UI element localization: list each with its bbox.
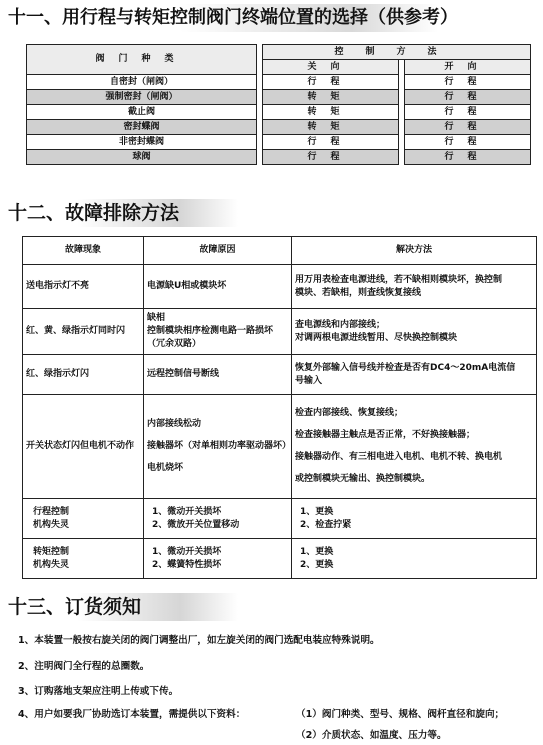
close-method-cell: 转矩 bbox=[263, 120, 399, 135]
symptom-line: 机构失灵 bbox=[33, 519, 70, 530]
line-spacer bbox=[147, 431, 288, 440]
table-row bbox=[23, 499, 537, 539]
close-method-cell: 行程 bbox=[263, 135, 399, 150]
cause-line: 缺相 bbox=[147, 313, 166, 323]
line-spacer bbox=[147, 453, 288, 462]
table-row bbox=[27, 135, 531, 150]
valve-type-cell: 球阀 bbox=[27, 150, 257, 165]
section-title-ordering-notes: 十三、订货须知 bbox=[8, 593, 238, 621]
solution-line: 模块、若缺相，则查线恢复接线 bbox=[295, 287, 422, 298]
solution-line: 检查接触器主触点是否正常，不好换接触器； bbox=[295, 430, 476, 440]
table-row bbox=[23, 265, 537, 309]
cause-line: 控制模块相序检测电路一路损坏 bbox=[147, 326, 274, 336]
solution-line: 号输入 bbox=[295, 375, 323, 386]
solution-cell bbox=[292, 395, 537, 499]
cause-cell bbox=[144, 499, 292, 539]
symptom-cell bbox=[23, 539, 144, 579]
order-note: 4、用户如要我厂协助选订本装置，需提供以下资料： bbox=[18, 709, 246, 720]
valve-type-cell: 强制密封（闸阀） bbox=[27, 90, 257, 105]
section-title-troubleshooting: 十二、故障排除方法 bbox=[8, 199, 238, 227]
table-row bbox=[27, 75, 531, 90]
solution-line: 2、更换 bbox=[300, 559, 334, 570]
valve-selection-table bbox=[26, 44, 531, 165]
cause-line: 2、蝶簧特性损坏 bbox=[152, 559, 222, 570]
order-note: 3、订购落地支架应注明上传或下传。 bbox=[18, 686, 179, 697]
cause-cell bbox=[144, 309, 292, 355]
cause-cell bbox=[144, 355, 292, 395]
close-method-cell: 行程 bbox=[263, 150, 399, 165]
cause-line: 内部接线松动 bbox=[147, 419, 202, 429]
solution-line: 对调两根电源进线暂用、尽快换控制模块 bbox=[295, 332, 458, 343]
symptom-cell: 红、黄、绿指示灯同时闪 bbox=[23, 309, 144, 355]
valve-type-cell: 截止阀 bbox=[27, 105, 257, 120]
header-close-direction: 关向 bbox=[263, 60, 399, 75]
symptom-cell: 红、绿指示灯闪 bbox=[23, 355, 144, 395]
solution-cell bbox=[292, 309, 537, 355]
cause-line: 2、微放开关位置移动 bbox=[152, 519, 240, 530]
header-valve-type: 阀门种类 bbox=[27, 45, 257, 75]
table-row bbox=[23, 395, 537, 499]
header-solution: 解决方法 bbox=[292, 237, 537, 265]
order-sub-item: （1）阀门种类、型号、规格、阀杆直径和旋向； bbox=[296, 709, 505, 720]
header-cause: 故障原因 bbox=[144, 237, 292, 265]
cause-line: 远程控制信号断线 bbox=[147, 369, 220, 379]
solution-cell bbox=[292, 355, 537, 395]
cause-cell bbox=[144, 395, 292, 499]
order-note: 1、本装置一般按右旋关闭的阀门调整出厂，如左旋关闭的阀门选配电装应特殊说明。 bbox=[18, 635, 380, 646]
solution-cell bbox=[292, 265, 537, 309]
cause-line: 接触器坏（对单相则功率驱动器坏） bbox=[147, 441, 292, 451]
cause-cell bbox=[144, 539, 292, 579]
solution-line: 恢复外部输入信号线并检查是否有DC4～20mA电流信 bbox=[295, 362, 516, 373]
symptom-line: 机构失灵 bbox=[33, 559, 70, 570]
table-row bbox=[27, 90, 531, 105]
open-method-cell: 行程 bbox=[405, 150, 531, 165]
solution-cell bbox=[292, 539, 537, 579]
table-row bbox=[23, 309, 537, 355]
solution-line: 或控制模块无输出、换控制模块。 bbox=[295, 474, 431, 484]
valve-type-cell: 密封蝶阀 bbox=[27, 120, 257, 135]
table-row bbox=[23, 539, 537, 579]
open-method-cell: 行程 bbox=[405, 135, 531, 150]
close-method-cell: 行程 bbox=[263, 75, 399, 90]
valve-type-cell: 非密封蝶阀 bbox=[27, 135, 257, 150]
cause-line: 1、微动开关损坏 bbox=[152, 546, 222, 557]
symptom-cell bbox=[23, 499, 144, 539]
table-header-row bbox=[23, 237, 537, 265]
line-spacer bbox=[295, 420, 533, 429]
symptom-line: 行程控制 bbox=[33, 506, 70, 517]
open-method-cell: 行程 bbox=[405, 90, 531, 105]
valve-type-cell: 自密封（闸阀） bbox=[27, 75, 257, 90]
header-control-method: 控制方法 bbox=[263, 45, 531, 60]
solution-cell bbox=[292, 499, 537, 539]
solution-line: 2、检查拧紧 bbox=[300, 519, 352, 530]
solution-line: 1、更换 bbox=[300, 546, 334, 557]
symptom-cell: 开关状态灯闪但电机不动作 bbox=[23, 395, 144, 499]
close-method-cell: 转矩 bbox=[263, 90, 399, 105]
cause-line: （冗余双路） bbox=[147, 339, 202, 349]
table-row bbox=[27, 150, 531, 165]
line-spacer bbox=[295, 442, 533, 451]
section-title-valve-selection: 十一、用行程与转矩控制阀门终端位置的选择（供参考） bbox=[8, 4, 438, 32]
troubleshooting-table bbox=[22, 236, 537, 579]
table-row bbox=[27, 120, 531, 135]
cause-line: 1、微动开关损坏 bbox=[152, 506, 222, 517]
cause-cell bbox=[144, 265, 292, 309]
symptom-cell: 送电指示灯不亮 bbox=[23, 265, 144, 309]
line-spacer bbox=[295, 464, 533, 473]
solution-line: 用万用表检查电源进线，若不缺相则模块坏，换控制 bbox=[295, 274, 503, 285]
open-method-cell: 行程 bbox=[405, 105, 531, 120]
solution-line: 查电源线和内部接线； bbox=[295, 319, 386, 330]
cause-line: 电源缺U相或模块坏 bbox=[147, 281, 227, 291]
solution-line: 1、更换 bbox=[300, 506, 334, 517]
open-method-cell: 行程 bbox=[405, 120, 531, 135]
order-sub-item: （2）介质状态、如温度、压力等。 bbox=[296, 730, 447, 741]
solution-line: 检查内部接线、恢复接线； bbox=[295, 408, 404, 418]
cause-line: 电机烧坏 bbox=[147, 463, 184, 473]
solution-line: 接触器动作、有三相电进入电机、电机不转、换电机 bbox=[295, 452, 503, 462]
table-header-row bbox=[27, 45, 531, 60]
open-method-cell: 行程 bbox=[405, 75, 531, 90]
order-note: 2、注明阀门全行程的总圈数。 bbox=[18, 661, 150, 672]
table-row bbox=[27, 105, 531, 120]
table-row bbox=[23, 355, 537, 395]
close-method-cell: 转矩 bbox=[263, 105, 399, 120]
header-symptom: 故障现象 bbox=[23, 237, 144, 265]
header-open-direction: 开向 bbox=[405, 60, 531, 75]
symptom-line: 转矩控制 bbox=[33, 546, 70, 557]
